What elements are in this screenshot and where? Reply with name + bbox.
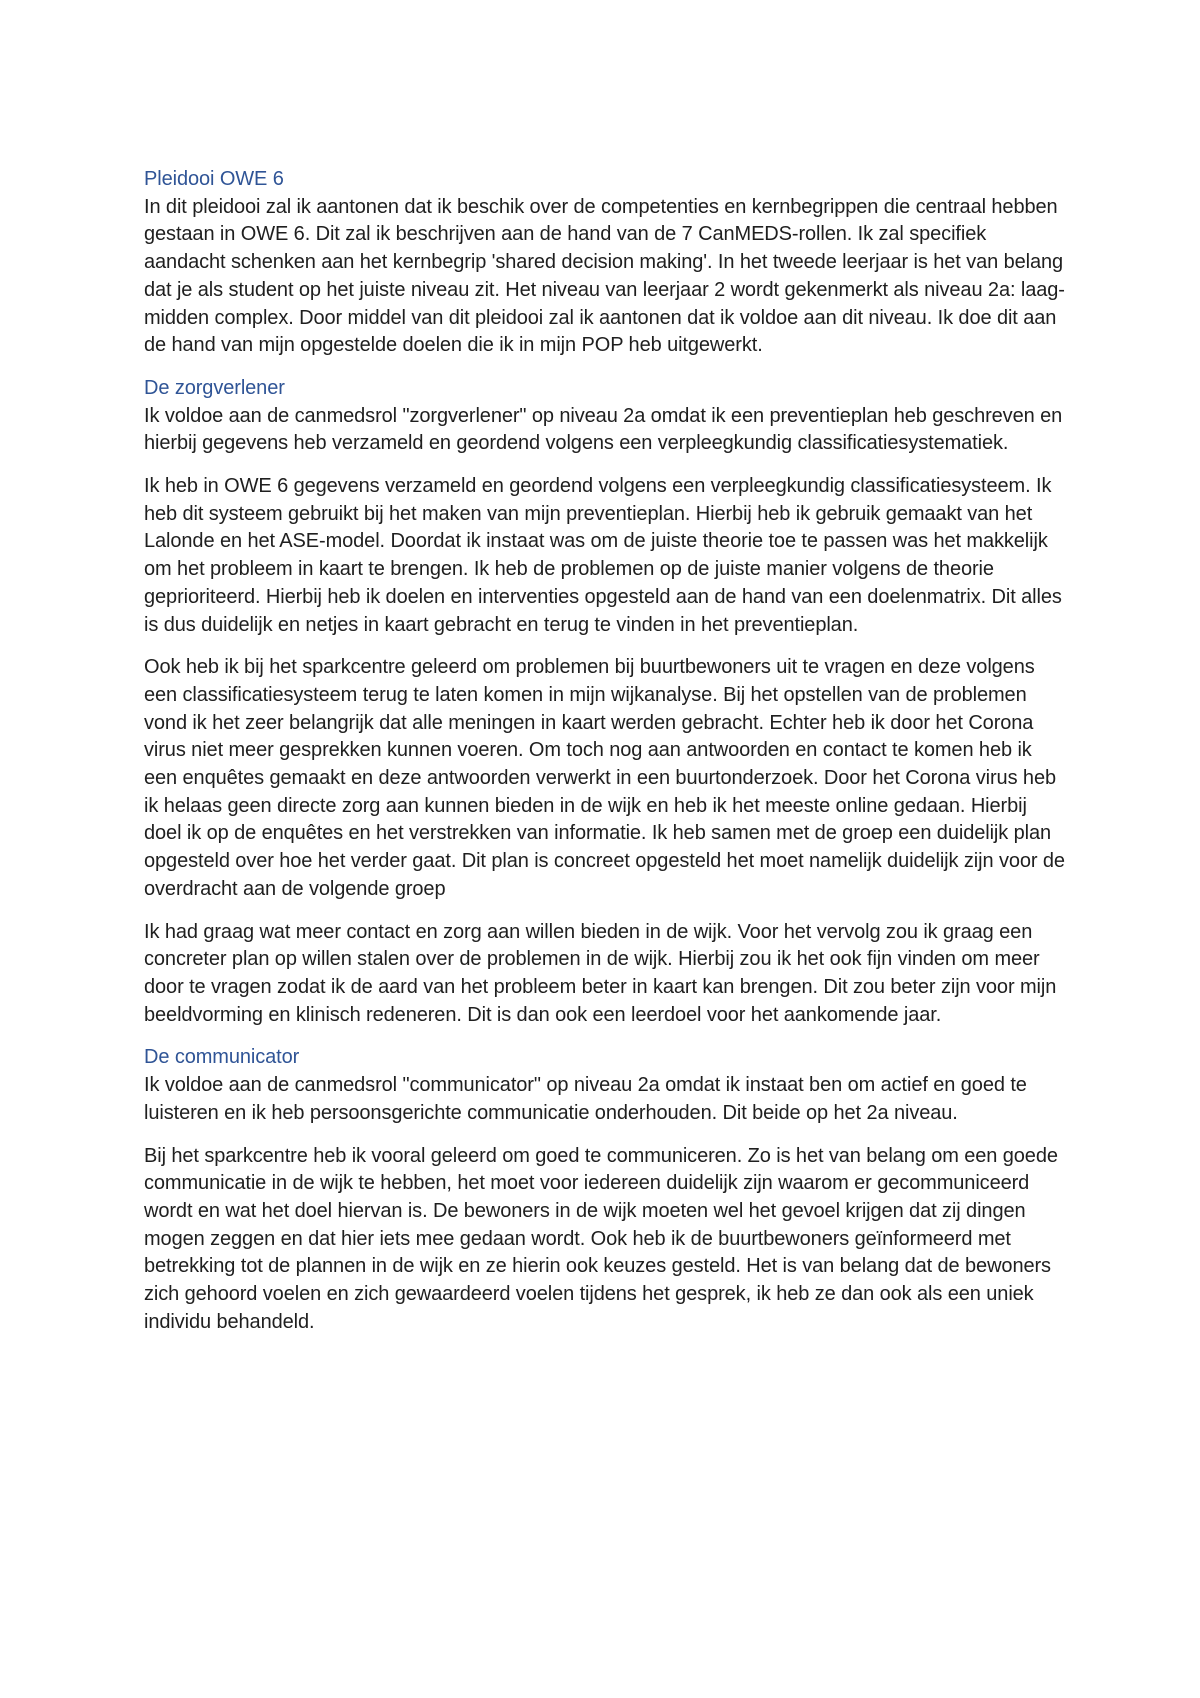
intro-paragraph: In dit pleidooi zal ik aantonen dat ik beschik over de competenties en kernbegrippen die centraal hebben gestaan in OWE 6. Dit zal ik beschrijven aan de hand van de 7 CanMEDS-rollen. Ik zal specifiek aandacht schenken aan het kernbegrip 'shared decision making'. In het tweede leerjaar is het van belang dat je als student op het juiste niveau zit. Het niveau van leerjaar 2 wordt gekenmerkt als niveau 2a: laag-midden complex. Door middel van dit pleidooi zal ik aantonen dat ik voldoe aan dit niveau. Ik doe dit aan de hand van mijn opgestelde doelen die ik in mijn POP heb uitgewerkt.: [144, 195, 1065, 357]
paragraph: Ik heb in OWE 6 gegevens verzameld en geordend volgens een verpleegkundig classificatiesysteem. Ik heb dit systeem gebruikt bij het maken van mijn preventieplan. Hierbij heb ik gebruik gemaakt van het Lalonde en het ASE-model. Doordat ik instaat was om de juiste theorie toe te passen was het makkelijk om het probleem in kaart te brengen. Ik heb de problemen op de juiste manier volgens de theorie geprioriteerd. Hierbij heb ik doelen en interventies opgesteld aan de hand van een doelenmatrix. Dit alles is dus duidelijk en netjes in kaart gebracht en terug te vinden in het preventieplan.: [144, 475, 1062, 636]
paragraph: Ik had graag wat meer contact en zorg aan willen bieden in de wijk. Voor het vervolg zou ik graag een concreter plan op willen stalen over de problemen in de wijk. Hierbij zou ik het ook fijn vinden om meer door te vragen zodat ik de aard van het probleem beter in kaart kan brengen. Dit zou beter zijn voor mijn beeldvorming en klinisch redeneren. Dit is dan ook een leerdoel voor het aankomende jaar.: [144, 920, 1057, 1026]
paragraph: Ik voldoe aan de canmedsrol "zorgverlener" op niveau 2a omdat ik een preventieplan heb geschreven en hierbij gegevens heb verzameld en geordend volgens een verpleegkundig classificatiesystematiek.: [144, 404, 1063, 455]
paragraph: Ik voldoe aan de canmedsrol "communicator" op niveau 2a omdat ik instaat ben om actief en goed te luisteren en ik heb persoonsgerichte communicatie onderhouden. Dit beide op het 2a niveau.: [144, 1074, 1027, 1124]
document-title: Pleidooi OWE 6: [144, 168, 284, 190]
paragraph: Ook heb ik bij het sparkcentre geleerd om problemen bij buurtbewoners uit te vragen en deze volgens een classificatiesysteem terug te laten komen in mijn wijkanalyse. Bij het opstellen van de problemen vond ik het zeer belangrijk dat alle meningen in kaart werden gebracht. Echter heb ik door het Corona virus niet meer gesprekken kunnen voeren. Om toch nog aan antwoorden en contact te komen heb ik een enquêtes gemaakt en deze antwoorden verwerkt in een buurtonderzoek. Door het Corona virus heb ik helaas geen directe zorg aan kunnen bieden in de wijk en heb ik het meeste online gedaan. Hierbij doel ik op de enquêtes en het verstrekken van informatie. Ik heb samen met de groep een duidelijk plan opgesteld over hoe het verder gaat. Dit plan is concreet opgesteld het moet namelijk duidelijk zijn voor de overdracht aan de volgende groep: [144, 656, 1065, 900]
document-page: [144, 166, 1066, 1336]
section-heading-zorgverlener: De zorgverlener: [144, 376, 285, 399]
paragraph: Bij het sparkcentre heb ik vooral geleerd om goed te communiceren. Zo is het van belang om een goede communicatie in de wijk te hebben, het moet voor iedereen duidelijk zijn waarom er gecommuniceerd wordt en wat het doel hiervan is. De bewoners in de wijk moeten wel het gevoel krijgen dat zij dingen mogen zeggen en dat hier iets mee gedaan wordt. Ook heb ik de buurtbewoners geïnformeerd met betrekking tot de plannen in de wijk en ze hierin ook keuzes gesteld. Het is van belang dat de bewoners zich gehoord voelen en zich gewaardeerd voelen tijdens het gesprek, ik heb ze dan ook als een uniek individu behandeld.: [144, 1144, 1058, 1333]
section-heading-communicator: De communicator: [144, 1046, 300, 1069]
